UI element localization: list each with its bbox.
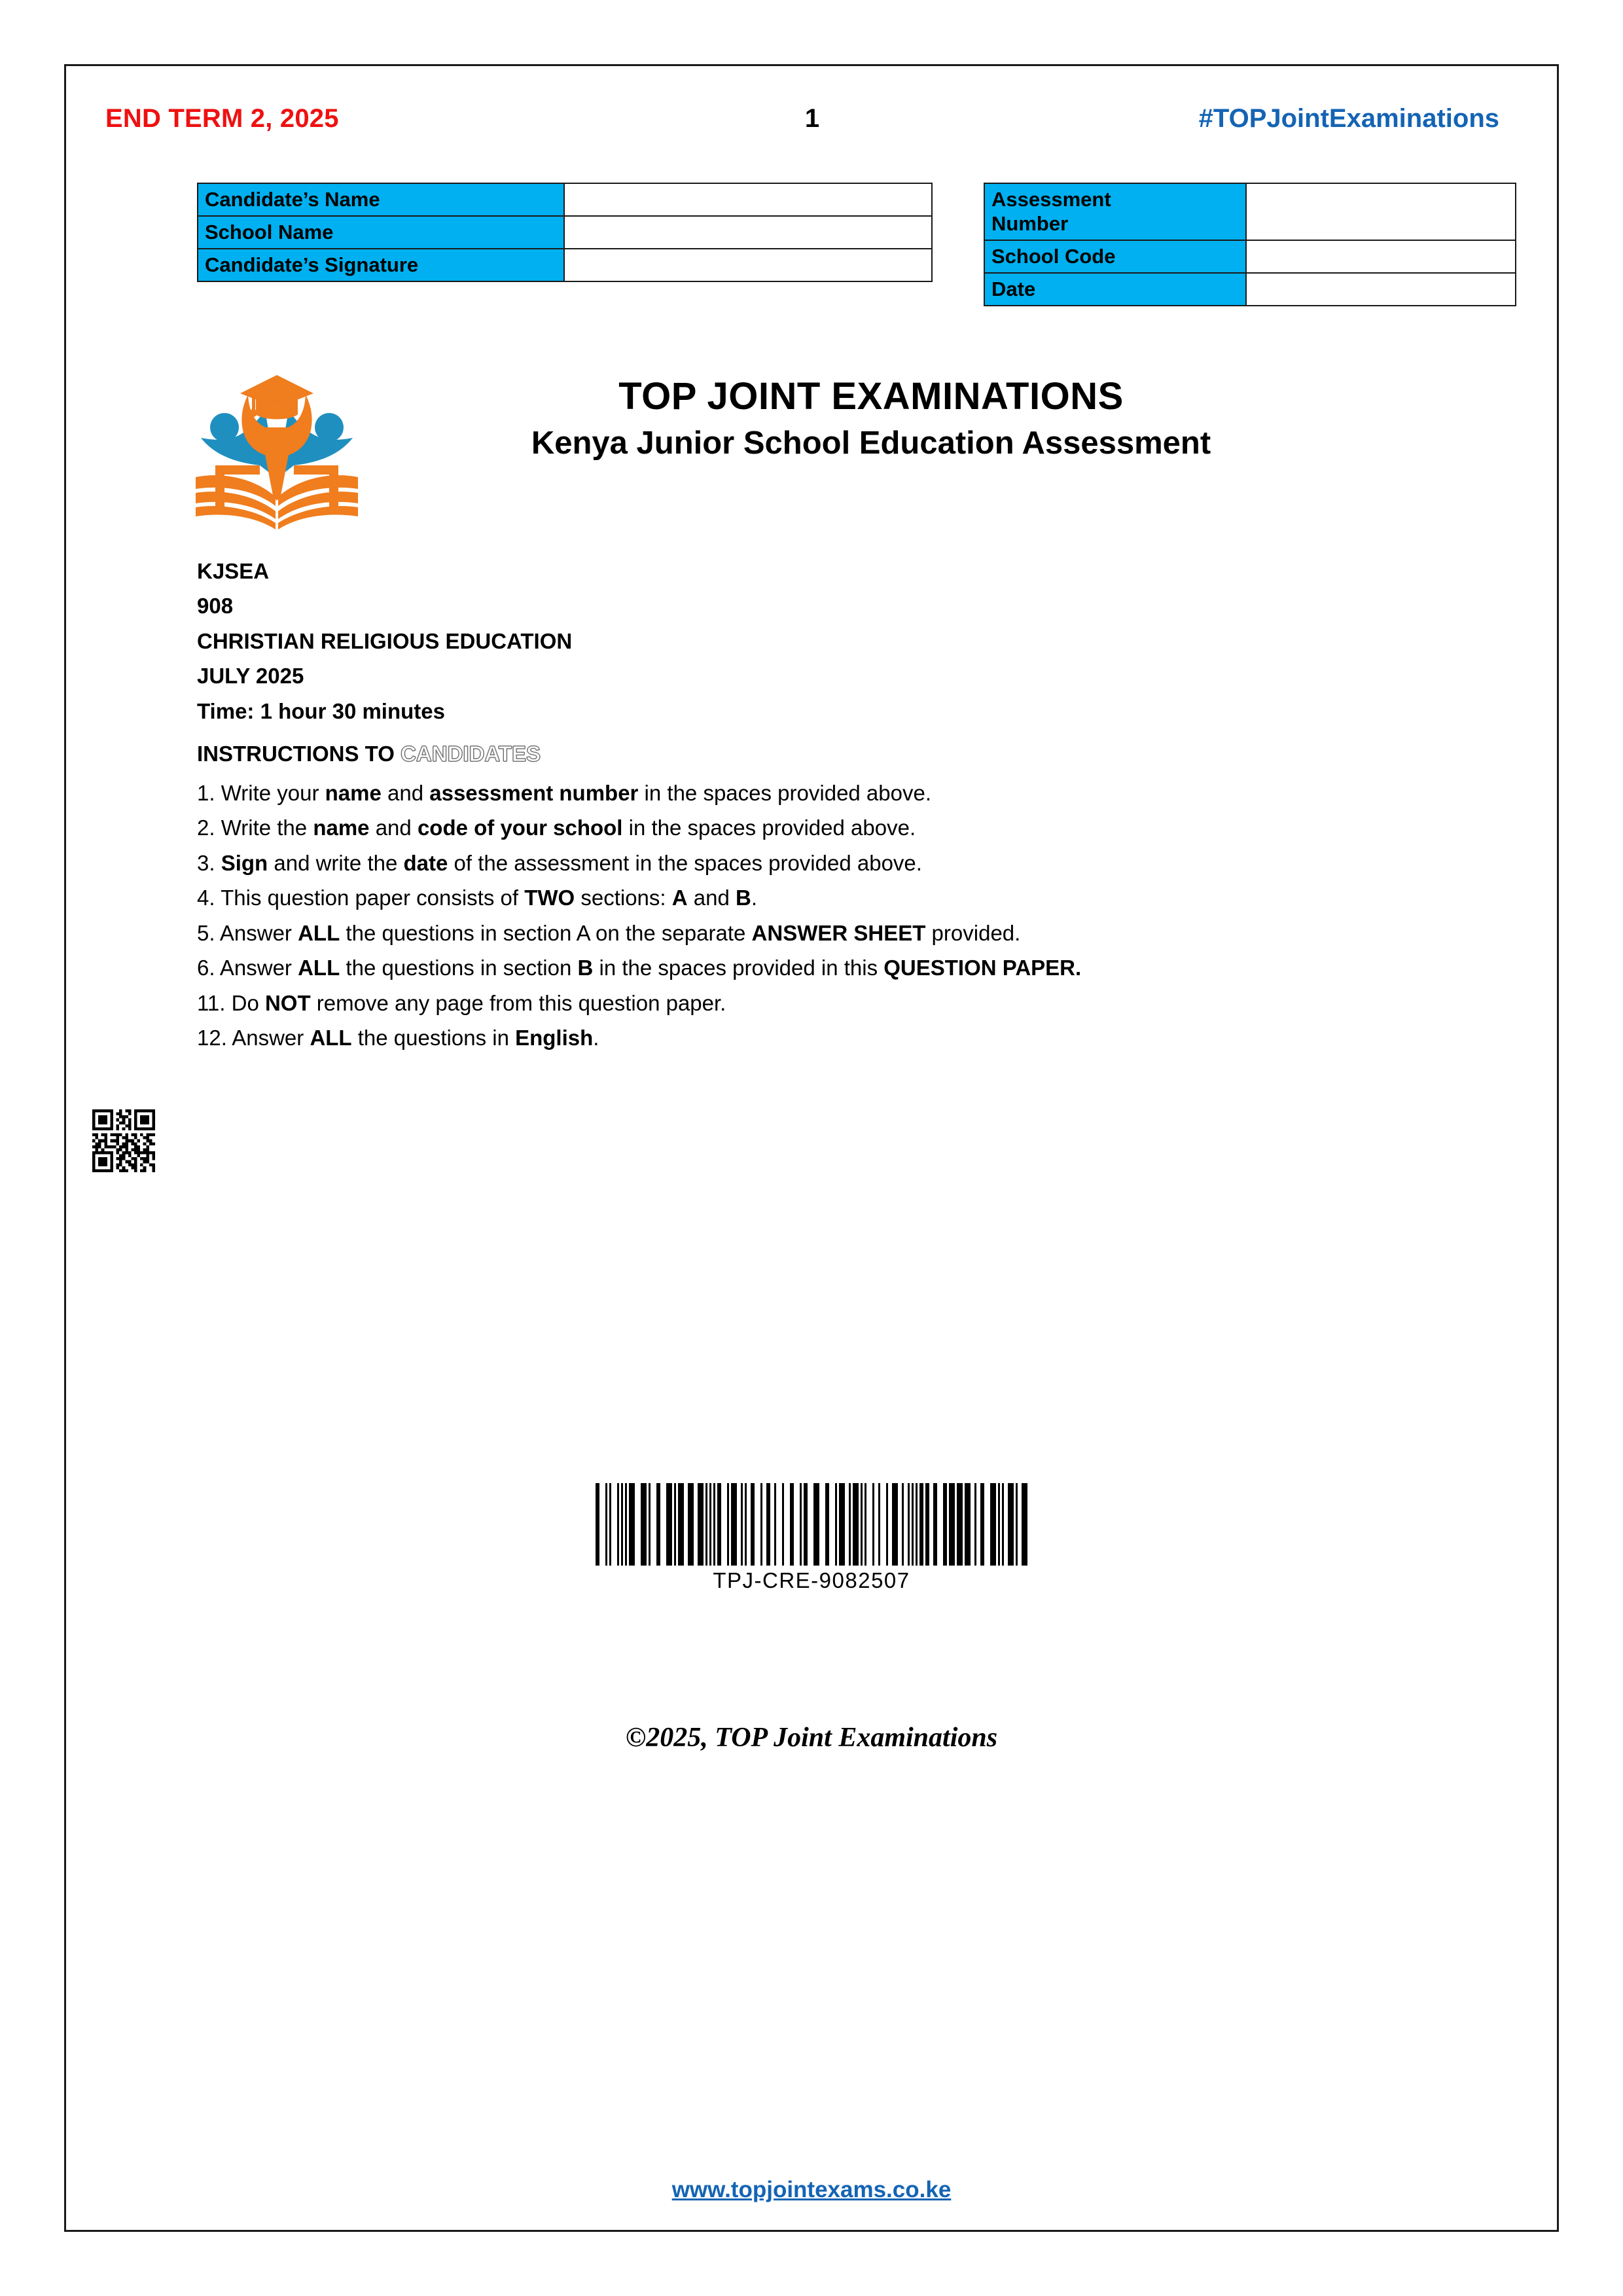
instruction-text [215, 851, 221, 875]
instruction-text: Write the [215, 816, 313, 840]
instruction-emphasis: ALL [298, 956, 340, 980]
instruction-item [197, 880, 1480, 915]
instruction-item [197, 810, 1480, 845]
candidate-signature-field[interactable] [564, 249, 932, 281]
brand-block [66, 361, 1557, 544]
instructions-heading-bold: INSTRUCTIONS TO [197, 742, 401, 766]
school-name-field[interactable] [564, 216, 932, 249]
instruction-text: and [381, 781, 430, 805]
instruction-text: This question paper consists of [215, 886, 525, 910]
barcode-block [66, 1475, 1557, 1593]
instruction-text: Answer [215, 920, 298, 945]
instruction-text: the questions in section [340, 956, 578, 980]
instruction-emphasis: QUESTION PAPER. [883, 956, 1082, 980]
instruction-text: Do [225, 990, 265, 1015]
instructions-heading [197, 742, 1480, 766]
instruction-emphasis: name [325, 781, 382, 805]
instruction-emphasis: code of your school [417, 816, 623, 840]
instruction-number: 12. [197, 1026, 227, 1050]
page-footer [66, 2177, 1557, 2203]
instruction-emphasis: Sign [221, 850, 268, 875]
identification-tables [66, 183, 1557, 320]
exam-code: KJSEA [197, 559, 270, 583]
instruction-text: the questions in [351, 1026, 516, 1050]
school-code-field[interactable] [1246, 240, 1516, 273]
assessment-number-label-line1: Assessment [991, 188, 1111, 211]
instruction-text: of the assessment in the spaces provided above. [448, 850, 922, 875]
page-number: 1 [804, 103, 820, 133]
instructions-heading-hollow: CANDIDATES [401, 742, 541, 766]
candidate-details-table [197, 183, 933, 282]
instructions-block [197, 742, 1480, 1056]
graduation-book-logo-icon [192, 367, 362, 531]
exam-titles [374, 375, 1368, 464]
instruction-text: and [369, 816, 418, 840]
instruction-emphasis: assessment number [429, 781, 639, 805]
hashtag-label: #TOPJointExaminations [1198, 103, 1499, 133]
assessment-number-label-line2: Number [991, 211, 1069, 235]
qr-code-icon [92, 1109, 155, 1172]
exam-subtitle: Kenya Junior School Education Assessment [531, 425, 1211, 461]
exam-board-title: TOP JOINT EXAMINATIONS [618, 375, 1124, 418]
instruction-text: . [593, 1026, 599, 1050]
instruction-text: the questions in section A on the separate [340, 920, 752, 945]
barcode-value: TPJ-CRE-9082507 [713, 1568, 910, 1592]
subject-name: CHRISTIAN RELIGIOUS EDUCATION [197, 628, 573, 653]
date-field[interactable] [1246, 273, 1516, 306]
page-header [105, 99, 1519, 138]
candidate-name-field[interactable] [564, 183, 932, 216]
barcode-icon [596, 1483, 1027, 1566]
paper-meta-block [197, 554, 1113, 728]
instruction-text: Answer [215, 956, 298, 980]
assessment-details-table [984, 183, 1516, 306]
instruction-text: Answer [226, 1026, 310, 1050]
instruction-number: 2. [197, 816, 215, 840]
table-row [984, 273, 1516, 306]
date-label: Date [984, 273, 1246, 306]
instruction-text: and [687, 886, 736, 910]
instruction-text: in the spaces provided above. [622, 816, 916, 840]
term-label: END TERM 2, 2025 [105, 103, 339, 133]
instruction-number: 1. [197, 781, 215, 805]
instruction-item [197, 950, 1480, 985]
instruction-emphasis: English [515, 1026, 594, 1050]
instruction-item [197, 1020, 1480, 1055]
instruction-number: 4. [197, 886, 215, 910]
instruction-emphasis: name [313, 816, 370, 840]
instruction-emphasis: date [403, 850, 448, 875]
instruction-emphasis: B [736, 886, 751, 910]
school-code-label: School Code [984, 240, 1246, 273]
instruction-text: and write the [268, 850, 404, 875]
instruction-text: Write your [215, 781, 325, 805]
instruction-text: in the spaces provided above. [638, 781, 932, 805]
instruction-item [197, 986, 1480, 1020]
instruction-item [197, 846, 1480, 880]
candidate-name-label: Candidate’s Name [198, 183, 564, 216]
instruction-emphasis: B [577, 956, 594, 980]
instruction-number: 6. [197, 956, 215, 980]
table-row [198, 216, 932, 249]
instruction-text: in the spaces provided in this [593, 956, 884, 980]
table-row [984, 183, 1516, 240]
exam-duration: Time: 1 hour 30 minutes [197, 698, 445, 723]
instruction-item [197, 776, 1480, 810]
table-row [198, 183, 932, 216]
school-name-label: School Name [198, 216, 564, 249]
assessment-number-field[interactable] [1246, 183, 1516, 240]
instructions-list [197, 776, 1480, 1056]
candidate-signature-label: Candidate’s Signature [198, 249, 564, 281]
website-link[interactable]: www.topjointexams.co.ke [671, 2177, 952, 2202]
instruction-item [197, 916, 1480, 950]
table-row [198, 249, 932, 281]
instruction-text: remove any page from this question paper. [310, 990, 726, 1015]
instruction-number: 5. [197, 920, 215, 945]
instruction-number: 3. [197, 850, 215, 875]
copyright-notice: ©2025, TOP Joint Examinations [625, 1723, 998, 1753]
exam-month: JULY 2025 [197, 664, 304, 689]
exam-page-frame [64, 64, 1559, 2232]
instruction-emphasis: TWO [524, 886, 575, 910]
assessment-number-label [984, 183, 1246, 240]
instruction-number: 11. [197, 990, 226, 1015]
instruction-emphasis: ALL [310, 1026, 352, 1050]
instruction-emphasis: ALL [298, 920, 340, 945]
instruction-emphasis: ANSWER SHEET [751, 920, 926, 945]
paper-number: 908 [197, 594, 234, 619]
instruction-text: provided. [925, 920, 1021, 945]
instruction-text: . [751, 886, 758, 910]
table-row [984, 240, 1516, 273]
instruction-text: sections: [575, 886, 672, 910]
instruction-emphasis: A [671, 886, 688, 910]
instruction-emphasis: NOT [264, 990, 311, 1015]
